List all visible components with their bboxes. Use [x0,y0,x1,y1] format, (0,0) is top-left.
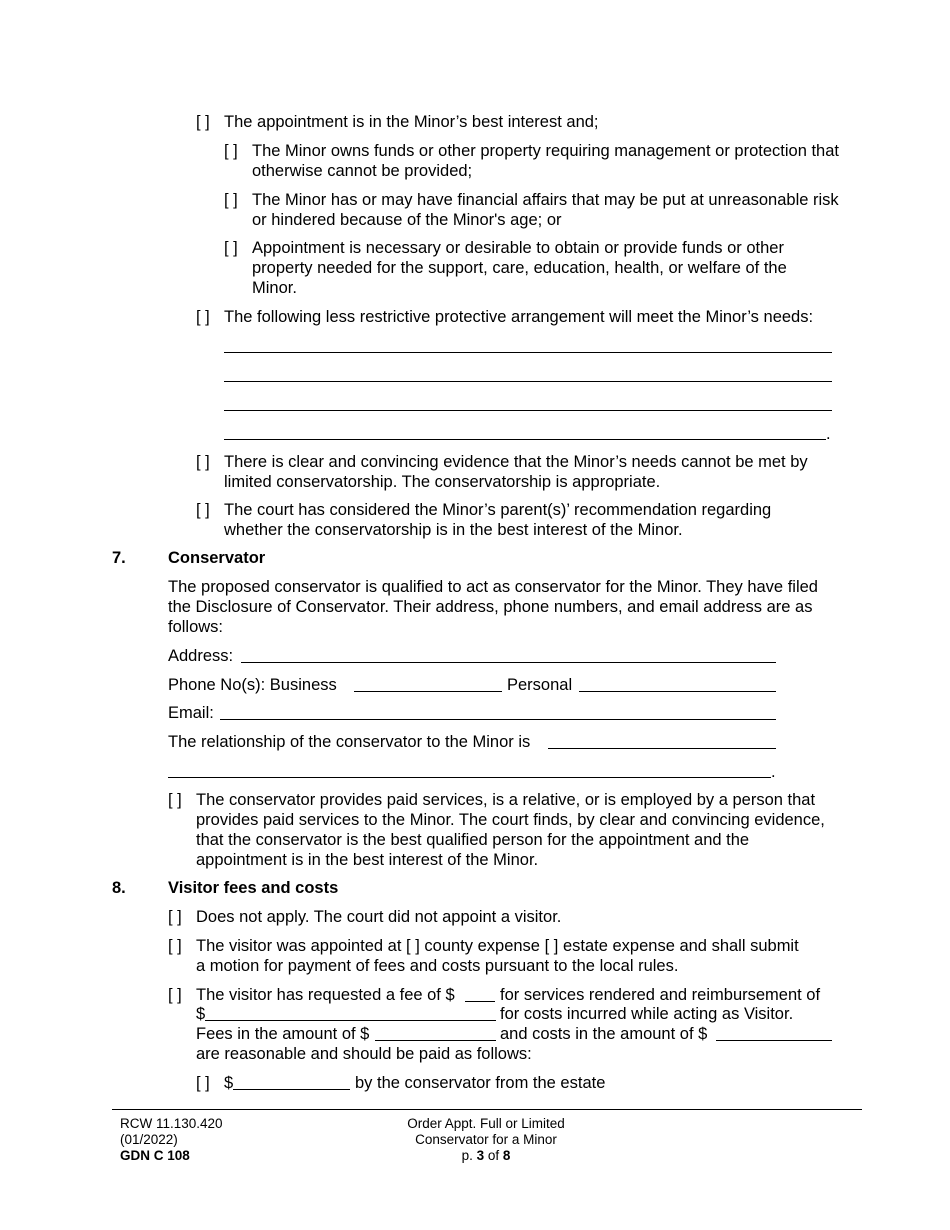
conservator-pay-dollar: $ [224,1074,234,1092]
checkbox[interactable]: [ ] [168,791,182,809]
paid-services-text: The conservator provides paid services, is a relative, or is employed by a person that provides paid services to the Minor. The court finds, by clear and convincing evidence, that the conservator is the best qualified person for the appointment and the appointment is in the best interest of the Minor. [196,791,825,869]
owns-funds-text: The Minor owns funds or other property requiring management or protection that otherwise cannot be provided; [252,142,839,180]
relationship-period: . [771,763,776,781]
section7-number: 7. [112,549,126,567]
page-number: 3 [476,1148,485,1163]
appointed-text-d: a motion for payment of fees and costs pursuant to the local rules. [196,957,679,975]
phone-label: Phone No(s): Business [168,676,337,694]
financial-affairs-text: The Minor has or may have financial affairs that may be put at unreasonable risk or hindered because of the Minor's age; or [252,191,839,229]
parent-recommendation-text: The court has considered the Minor’s parent(s)’ recommendation regarding whether the conservatorship is in the best interest of the Minor. [224,501,772,539]
arrangement-line-2[interactable] [224,381,832,382]
requested-text-a: The visitor has requested a fee of $ [196,986,455,1004]
page-prefix: p. [461,1148,473,1163]
footer-title-1: Order Appt. Full or Limited [407,1116,565,1131]
footer-date: (01/2022) [120,1132,178,1147]
page-total: 8 [502,1148,511,1163]
footer-page [336,1148,636,1164]
best-interest-item [196,112,599,132]
business-phone-field[interactable] [354,691,502,692]
checkbox[interactable]: [ ] [168,986,182,1004]
footer-title-2: Conservator for a Minor [415,1132,557,1147]
costs-dollar: $ [196,1005,206,1023]
arrangement-line-1[interactable] [224,352,832,353]
best-interest-text: The appointment is in the Minor’s best interest and; [224,113,599,131]
personal-phone-field[interactable] [579,691,776,692]
address-field[interactable] [241,662,776,663]
costs-amount-field[interactable] [716,1040,832,1041]
footer-rule [112,1109,862,1110]
costs-field[interactable] [205,1020,496,1021]
relationship-field-1[interactable] [548,748,776,749]
fees-text-b: and costs in the amount of $ [500,1025,708,1043]
parent-recommendation-item [196,500,824,540]
checkbox[interactable]: [ ] [196,1074,210,1092]
section8-number: 8. [112,879,126,897]
relationship-label: The relationship of the conservator to the Minor is [168,733,531,751]
less-restrictive-item [196,307,813,327]
estate-expense-checkbox[interactable]: [ ] [544,937,559,955]
requested-item [168,985,455,1005]
county-expense-checkbox[interactable]: [ ] [406,937,420,955]
footer-rcw: RCW 11.130.420 [120,1116,223,1131]
conservator-pay-item [196,1073,233,1093]
footer-form-number: GDN C 108 [120,1148,190,1163]
fee-field[interactable] [465,1001,495,1002]
checkbox[interactable]: [ ] [196,453,210,471]
less-restrictive-text: The following less restrictive protective arrangement will meet the Minor’s needs: [224,308,814,326]
arrangement-period: . [826,425,831,443]
checkbox[interactable]: [ ] [168,937,182,955]
checkbox[interactable]: [ ] [196,308,210,326]
fees-amount-field[interactable] [375,1040,496,1041]
reasonable-text: are reasonable and should be paid as follows: [196,1045,532,1063]
clear-evidence-item [196,452,836,492]
page-of: of [487,1148,500,1163]
not-apply-text: Does not apply. The court did not appoint a visitor. [196,908,562,926]
clear-evidence-text: There is clear and convincing evidence that the Minor’s needs cannot be met by limited conservatorship. The conservatorship is appropriate. [224,453,808,491]
conservator-pay-text: by the conservator from the estate [355,1074,606,1092]
checkbox[interactable]: [ ] [196,501,210,519]
necessary-item [224,238,822,298]
fees-text-a: Fees in the amount of $ [196,1025,370,1043]
requested-text-c: for costs incurred while acting as Visitor. [500,1005,794,1023]
conservator-pay-field[interactable] [233,1089,350,1090]
arrangement-line-4[interactable] [224,439,826,440]
checkbox[interactable]: [ ] [224,239,238,257]
section8-title: Visitor fees and costs [168,879,339,897]
arrangement-line-3[interactable] [224,410,832,411]
checkbox[interactable]: [ ] [224,191,238,209]
footer-center [336,1116,636,1164]
checkbox[interactable]: [ ] [168,908,182,926]
footer-left [120,1116,223,1164]
paid-services-item [168,790,841,870]
section7-intro: The proposed conservator is qualified to act as conservator for the Minor. They have filed the Disclosure of Conservator. Their address, phone numbers, and email address are as follows: [168,578,818,636]
checkbox[interactable]: [ ] [196,113,210,131]
email-label: Email: [168,704,214,722]
relationship-field-2[interactable] [168,777,771,778]
owns-funds-item [224,141,842,181]
appointed-text-b: county expense [424,937,540,955]
address-label: Address: [168,647,234,665]
financial-affairs-item [224,190,842,230]
appointed-item [168,936,799,956]
email-field[interactable] [220,719,776,720]
personal-label: Personal [507,676,573,694]
section7-title: Conservator [168,549,266,567]
requested-text-b: for services rendered and reimbursement of [500,986,821,1004]
necessary-text: Appointment is necessary or desirable to obtain or provide funds or other property needed for the support, care, education, health, or welfare of the Minor. [252,239,787,297]
appointed-text-c: estate expense and shall submit [562,937,799,955]
not-apply-item [168,907,561,927]
appointed-text-a: The visitor was appointed at [196,937,402,955]
checkbox[interactable]: [ ] [224,142,238,160]
